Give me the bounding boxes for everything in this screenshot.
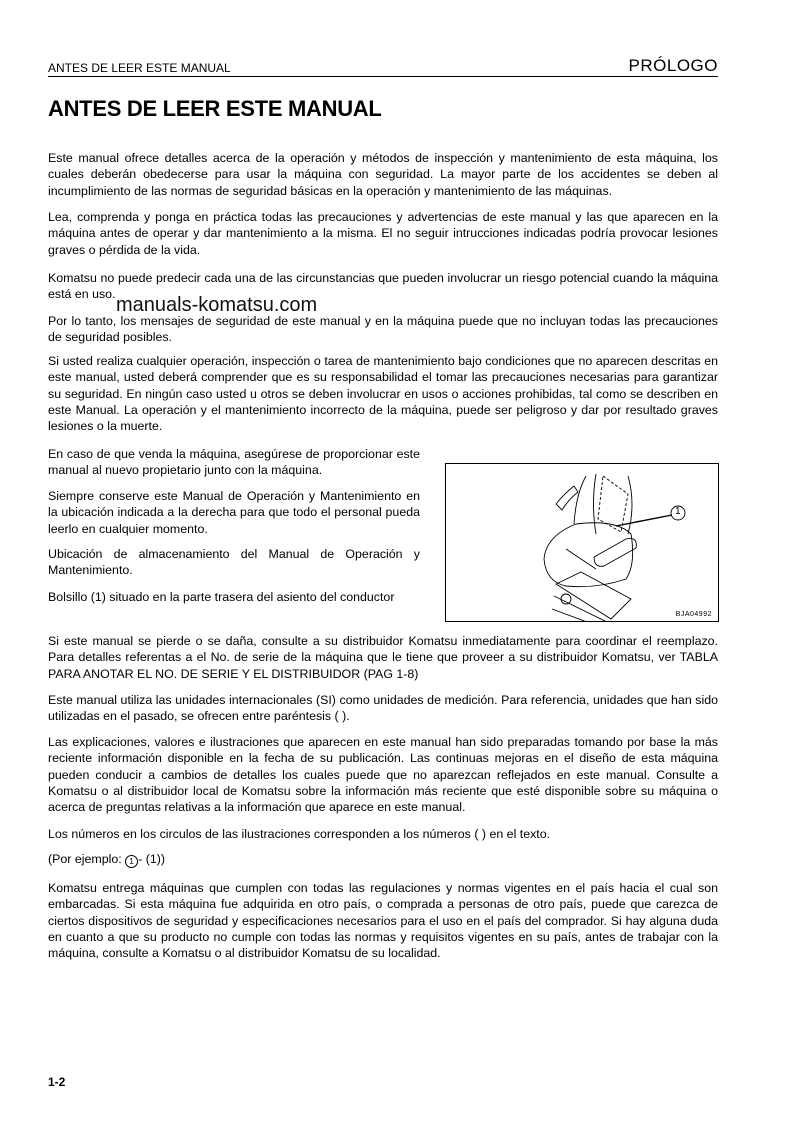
paragraph: Ubicación de almacenamiento del Manual de Operación y Mantenimiento. <box>48 547 420 578</box>
chapter-header: PRÓLOGO <box>628 56 718 75</box>
paragraph: Los números en los circulos de las ilustraciones corresponden a los números ( ) en el texto. <box>48 827 551 841</box>
paragraph: Si usted realiza cualquier operación, inspección o tarea de mantenimiento bajo condiciones que no aparecen descritas en este manual, usted deberá comprender que es su responsabilidad el tomar las precauciones necesarias para garantizar su seguridad. En ningún caso usted u otros se deben involucrar en usos o acciones prohibidas, tal como se describen en este Manual. La operación y el mantenimiento incorrecto de la máquina, puede ser peligroso y dar por resultado graves lesiones o la muerte. <box>48 354 718 434</box>
paragraph: Bolsillo (1) situado en la parte trasera del asiento del conductor <box>48 590 395 604</box>
running-header: ANTES DE LEER ESTE MANUAL <box>48 61 231 75</box>
paragraph: Por lo tanto, los mensajes de seguridad de este manual y en la máquina puede que no incluyan todas las precauciones de seguridad posibles. <box>48 314 718 345</box>
operator-seat-drawing <box>446 464 718 621</box>
header-rule <box>48 76 718 77</box>
paragraph: Siempre conserve este Manual de Operación y Mantenimiento en la ubicación indicada a la derecha para que todo el personal pueda leerlo en cualquier momento. <box>48 489 420 536</box>
page-title: ANTES DE LEER ESTE MANUAL <box>48 96 382 121</box>
page-number: 1-2 <box>48 1075 66 1089</box>
page-reference: (PAG 1-8) <box>360 666 419 681</box>
example-line <box>48 851 718 868</box>
paragraph-text: Si este manual se pierde o se daña, consulte a su distribuidor Komatsu inmediatamente para coordinar el reemplazo. Para detalles referentas a el No. de serie de la máquina que le tiene que proveer a su distribuidor Komatsu, ver <box>48 634 718 665</box>
paragraph: Lea, comprenda y ponga en práctica todas las precauciones y advertencias de este manual y las que aparecen en la máquina antes de operar y dar mantenimiento a la misma. El no seguir intrucciones indicadas podría provocar lesiones graves o pérdida de la vida. <box>48 210 718 257</box>
watermark: manuals-komatsu.com <box>116 294 318 316</box>
circled-number-icon: 1 <box>125 855 138 868</box>
cross-reference-link[interactable]: TABLA PARA ANOTAR EL NO. DE SERIE Y EL DISTRIBUIDOR <box>48 650 718 681</box>
paragraph <box>48 633 718 682</box>
figure-code: BJA04992 <box>675 611 712 618</box>
example-prefix: (Por ejemplo: <box>48 852 126 866</box>
paragraph: Este manual ofrece detalles acerca de la operación y métodos de inspección y mantenimiento de esta máquina, los cuales deberán obedecerse para usar la máquina con seguridad. La mayor parte de los accidentes se deben al incumplimiento de las normas de seguridad básicas en la operación y mantenimiento de las máquinas. <box>48 151 718 198</box>
paragraph: Komatsu entrega máquinas que cumplen con todas las regulaciones y normas vigentes en el país hacia el cual son embarcadas. Si esta máquina fue adquirida en otro país, o comprada a personas de otro país, puede que carezca de ciertos dispositivos de seguridad y especificaciones necesarios para el uso en el país del comprador. Si hay alguna duda en cuanto a que su producto no cumple con todas las normas y requisitos vigentes en su país, antes de trabajar con la máquina, consulte a Komatsu o al distribuidor Komatsu de su localidad. <box>48 881 718 961</box>
seat-illustration <box>445 463 719 622</box>
callout-number: 1 <box>675 506 681 517</box>
paragraph: En caso de que venda la máquina, asegúrese de proporcionar este manual al nuevo propietario junto con la máquina. <box>48 447 420 478</box>
paragraph: Las explicaciones, valores e ilustraciones que aparecen en este manual han sido preparadas tomando por base la más reciente información disponible en la fecha de su publicación. Las continuas mejoras en el diseño de esta máquina pueden conducir a cambios de detalles los cuales puede que no aparezcan reflejados en este manual. Consulte a Komatsu o al distribuidor local de Komatsu sobre la información más reciente que esté disponible sobre su máquina o acerca de preguntas relativas a la información que aparece en este manual. <box>48 735 718 815</box>
paragraph: Este manual utiliza las unidades internacionales (SI) como unidades de medición. Para referencia, unidades que han sido utilizadas en el pasado, se ofrecen entre paréntesis ( ). <box>48 693 718 724</box>
example-suffix: - (1)) <box>138 852 165 866</box>
paragraph: Komatsu no puede predecir cada una de las circunstancias que pueden involucrar un riesgo potencial cuando la máquina está en uso. <box>48 271 718 302</box>
